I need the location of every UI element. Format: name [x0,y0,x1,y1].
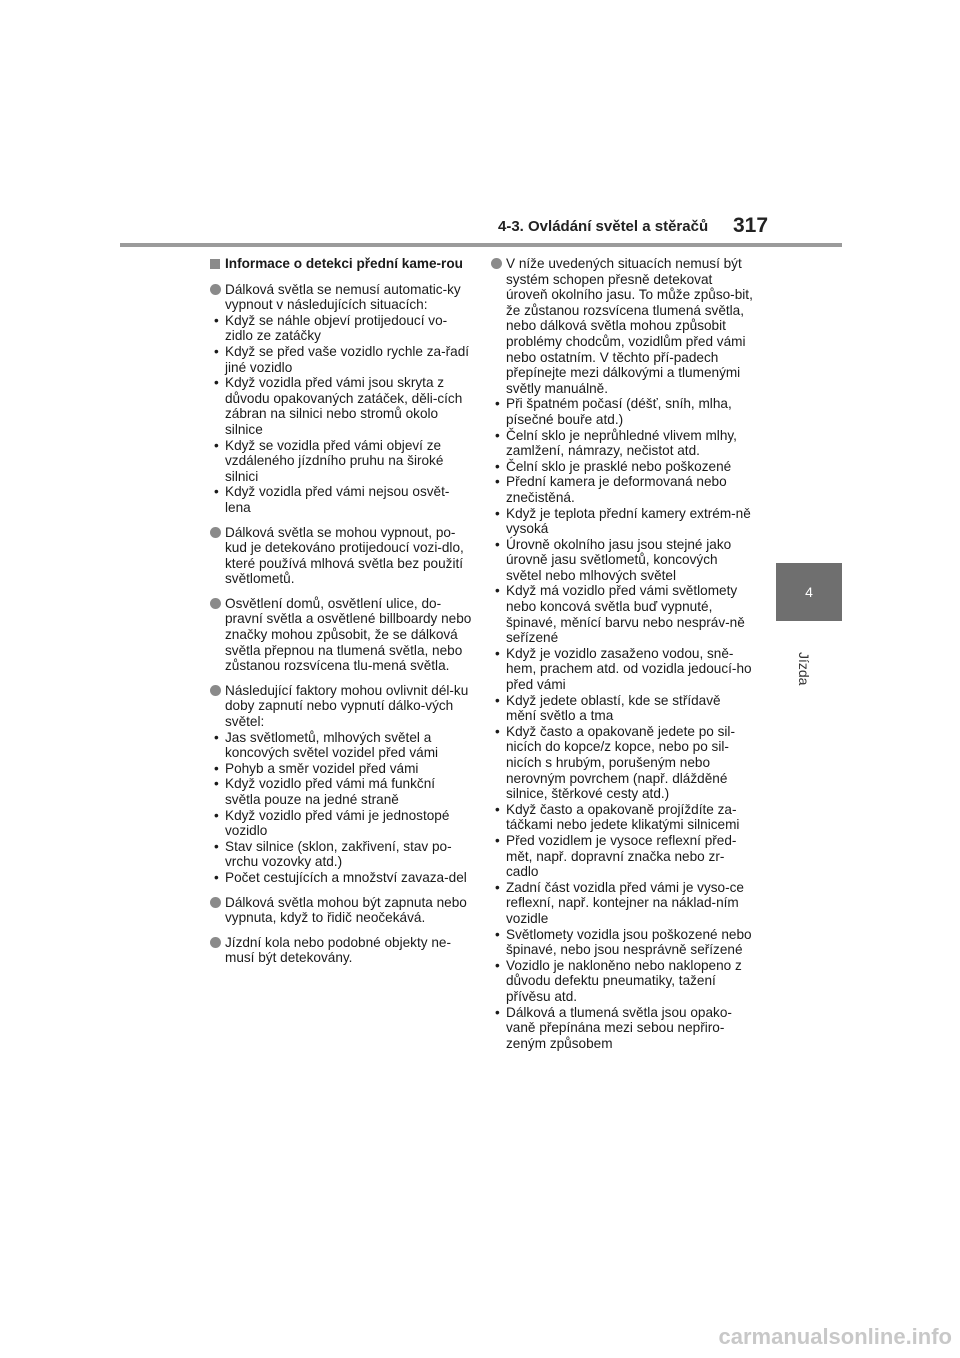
list-item: • Když jedete oblastí, kde se střídavě mění světlo a tma [491,693,753,724]
list-item: • Když se vozidla před vámi objeví ze vzdáleného jízdního pruhu na široké silnici [210,438,472,485]
paragraph: V níže uvedených situacích nemusí být systém schopen přesně detekovat úroveň okolního jasu. To může způso-bit, že zůstanou rozsvícena tlumená světla, nebo dálková světla mohou způsobit problémy chodcům, vozidlům před vámi nebo ostatním. V těchto pří-padech přepínejte mezi dálkovými a tlumenými světly manuálně. • Při špatném počasí (déšť, sníh, mlha, písečné bouře atd.) • Čelní sklo je neprůhledné vlivem mlhy, zamlžení, námrazy, nečistot atd. • Čelní sklo je prasklé nebo poškozené • Přední kamera je deformovaná nebo znečistěná. • Když je teplota přední kamery extrém-ně vysoká • Úrovně okolního jasu jsou stejné jako úrovně jasu světlometů, koncových světel nebo mlhových světel • Když má vozidlo před vámi světlomety nebo koncová světla buď vypnuté, špinavé, měnící barvu nebo nespráv-ně seřízené • Když je vozidlo zasaženo vodou, sně-hem, prachem atd. od vozidla jedoucí-ho před vámi • Když jedete oblastí, kde se střídavě mění světlo a tma • Když často a opakovaně jedete po sil-nicích do kopce/z kopce, nebo po sil-nicích s hrubým, porušeným nebo nerovným povrchem (např. dlážděné silnice, štěrkové cesty atd.) • Když často a opakovaně projíždíte za-táčkami nebo jedete klikatými silnicemi • Před vozidlem je vysoce reflexní před-mět, např. dopravní značka nebo zr-cadlo • Zadní část vozidla před vámi je vyso-ce reflexní, např. kontejner na náklad-ním vozidle • Světlomety vozidla jsou poškozené nebo špinavé, nebo jsou nesprávně seřízené • Vozidlo je nakloněno nebo naklopeno z důvodu defektu pneumatiky, tažení přívěsu atd. • Dálková a tlumená světla jsou opako-vaně přepínána mezi sebou nepřiro-zeným způsobem [491,256,753,1051]
header-rule [120,243,842,247]
list-item: • Když má vozidlo před vámi světlomety nebo koncová světla buď vypnuté, špinavé, měnící barvu nebo nespráv-ně seřízené [491,583,753,645]
list-item: • Když vozidla před vámi jsou skryta z důvodu opakovaných zatáček, děli-cích zábran na silnici nebo stromů okolo silnice [210,375,472,437]
bullet-list [210,730,472,886]
circle-bullet-icon [210,937,221,948]
list-item: • Když vozidlo před vámi je jednostopé vozidlo [210,808,472,839]
list-item: • Při špatném počasí (déšť, sníh, mlha, písečné bouře atd.) [491,396,753,427]
circle-bullet-icon [210,598,221,609]
section-title: 4-3. Ovládání světel a stěračů [498,218,709,235]
list-item: • Dálková a tlumená světla jsou opako-vaně přepínána mezi sebou nepřiro-zeným způsobem [491,1005,753,1052]
list-item: • Když je teplota přední kamery extrém-ně vysoká [491,506,753,537]
chapter-tab: 4 [776,563,842,621]
paragraph: Jízdní kola nebo podobné objekty ne-musí být detekovány. [210,935,472,966]
right-column [491,256,753,1060]
paragraph: Dálková světla se nemusí automatic-ky vypnout v následujících situacích: • Když se náhle objeví protijedoucí vo-zidlo ze zatáčky • Když se před vaše vozidlo rychle za-řadí jiné vozidlo • Když vozidla před vámi jsou skryta z důvodu opakovaných zatáček, děli-cích zábran na silnici nebo stromů okolo silnice • Když se vozidla před vámi objeví ze vzdáleného jízdního pruhu na široké silnici • Když vozidla před vámi nejsou osvět-lena [210,282,472,516]
bullet-list [491,396,753,1051]
list-item: • Pohyb a směr vozidel před vámi [210,761,472,777]
list-item: • Před vozidlem je vysoce reflexní před-mět, např. dopravní značka nebo zr-cadlo [491,833,753,880]
list-item: • Čelní sklo je prasklé nebo poškozené [491,459,753,475]
list-item: • Jas světlometů, mlhových světel a koncových světel vozidel před vámi [210,730,472,761]
paragraph: Dálková světla mohou být zapnuta nebo vypnuta, když to řidič neočekává. [210,895,472,926]
square-bullet-icon [210,259,220,269]
list-item: • Úrovně okolního jasu jsou stejné jako úrovně jasu světlometů, koncových světel nebo mlhových světel [491,537,753,584]
paragraph: Dálková světla se mohou vypnout, po-kud je detekováno protijedoucí vozi-dlo, které používá mlhová světla bez použití světlometů. [210,525,472,587]
bullet-list [210,313,472,516]
list-item: • Počet cestujících a množství zavaza-del [210,870,472,886]
circle-bullet-icon [210,527,221,538]
list-item: • Když vozidlo před vámi má funkční světla pouze na jedné straně [210,776,472,807]
list-item: • Čelní sklo je neprůhledné vlivem mlhy, zamlžení, námrazy, nečistot atd. [491,428,753,459]
list-item: • Když často a opakovaně projíždíte za-táčkami nebo jedete klikatými silnicemi [491,802,753,833]
list-item: • Zadní část vozidla před vámi je vyso-ce reflexní, např. kontejner na náklad-ním vozidle [491,880,753,927]
list-item: • Přední kamera je deformovaná nebo znečistěná. [491,474,753,505]
list-item: • Vozidlo je nakloněno nebo naklopeno z důvodu defektu pneumatiky, tažení přívěsu atd. [491,958,753,1005]
circle-bullet-icon [210,897,221,908]
paragraph: Osvětlení domů, osvětlení ulice, do-pravní světla a osvětlené billboardy nebo značky mohou způsobit, že se dálková světla přepnou na tlumená světla, nebo zůstanou rozsvícena tlu-mená světla. [210,596,472,674]
circle-bullet-icon [210,284,221,295]
list-item: • Když se před vaše vozidlo rychle za-řadí jiné vozidlo [210,344,472,375]
list-item: • Když se náhle objeví protijedoucí vo-zidlo ze zatáčky [210,313,472,344]
list-item: • Stav silnice (sklon, zakřivení, stav po-vrchu vozovky atd.) [210,839,472,870]
circle-bullet-icon [210,685,221,696]
list-item: • Když často a opakovaně jedete po sil-nicích do kopce/z kopce, nebo po sil-nicích s hrubým, porušeným nebo nerovným povrchem (např. dlážděné silnice, štěrkové cesty atd.) [491,724,753,802]
list-item: • Světlomety vozidla jsou poškozené nebo špinavé, nebo jsou nesprávně seřízené [491,927,753,958]
section-heading: Informace o detekci přední kame-rou [210,256,472,272]
list-item: • Když je vozidlo zasaženo vodou, sně-hem, prachem atd. od vozidla jedoucí-ho před vámi [491,646,753,693]
watermark: carmanualsonline.info [718,1324,952,1349]
chapter-name: Jízda [796,652,812,686]
page-number: 317 [733,214,769,237]
left-column [210,256,472,975]
paragraph: Následující faktory mohou ovlivnit dél-ku doby zapnutí nebo vypnutí dálko-vých světel: • Jas světlometů, mlhových světel a koncových světel vozidel před vámi • Pohyb a směr vozidel před vámi • Když vozidlo před vámi má funkční světla pouze na jedné straně • Když vozidlo před vámi je jednostopé vozidlo • Stav silnice (sklon, zakřivení, stav po-vrchu vozovky atd.) • Počet cestujících a množství zavaza-del [210,683,472,886]
circle-bullet-icon [491,258,502,269]
list-item: • Když vozidla před vámi nejsou osvět-lena [210,484,472,515]
